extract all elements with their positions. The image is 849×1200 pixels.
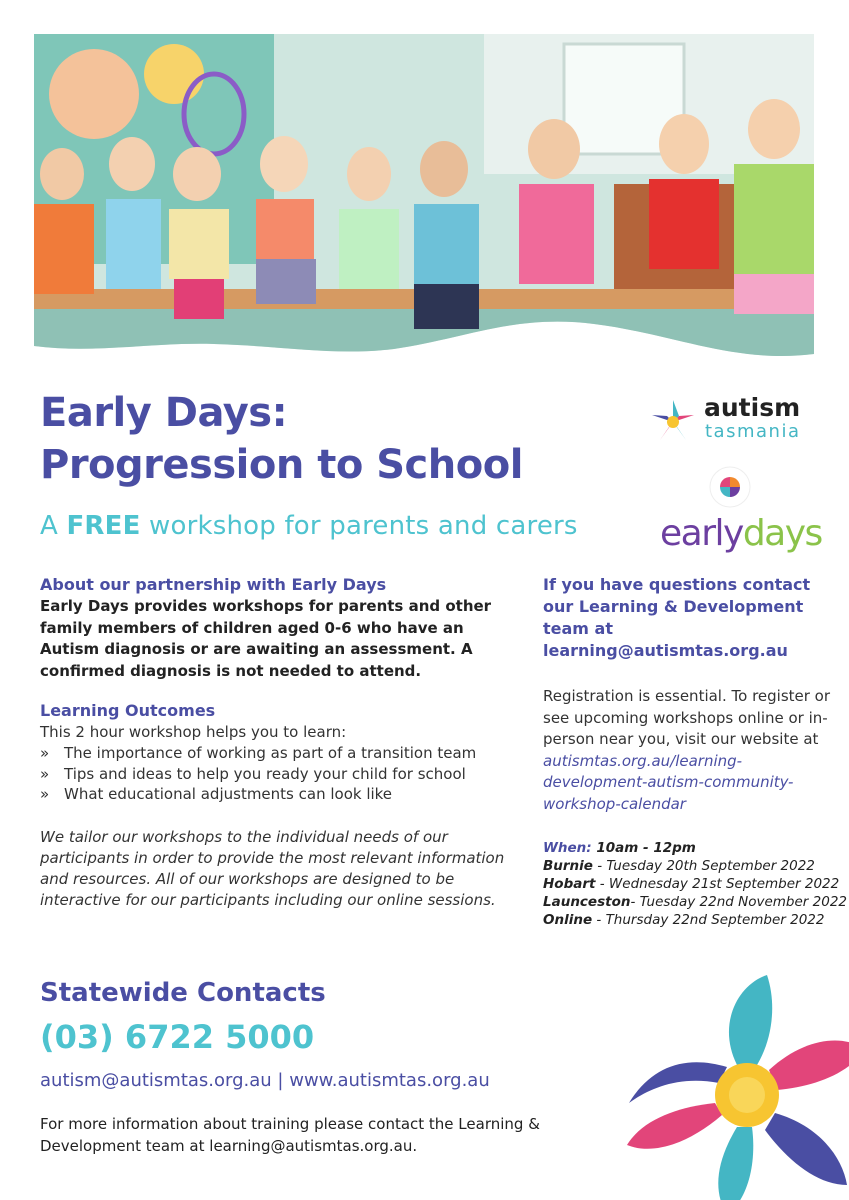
contact-heading: If you have questions contact our Learning & Development team at learning@autismtas.org.au [543,575,811,660]
flower-graphic [622,970,849,1200]
learning-intro: This 2 hour workshop helps you to learn: [40,723,347,741]
page-title [40,387,523,491]
title-line-2: Progression to School [40,442,523,488]
subtitle [40,511,578,541]
registration-link[interactable]: autismtas.org.au/learning-development-autism-community-workshop-calendar [543,751,794,813]
outcome-text: The importance of working as part of a transition team [64,744,477,762]
more-info-text: For more information about training please contact the Learning & Development team at learning@autismtas.org.au. [40,1115,540,1155]
logo-tasmania-word: tasmania [705,421,801,442]
session-city: Online [543,912,593,928]
when-block [543,839,848,929]
email-link[interactable]: autism@autismtas.org.au [40,1070,272,1091]
logo-days-word: days [742,513,822,554]
partnership-heading: About our partnership with Early Days [40,575,387,594]
session-date: - Tuesday 20th September 2022 [592,858,815,874]
session-city: Hobart [543,876,596,892]
subtitle-prefix: A [40,511,67,541]
session-city: Launceston [543,894,631,910]
session-row [543,857,843,875]
right-column [543,574,848,929]
bullet-icon: » [40,764,50,783]
logo-autism-word: autism [704,393,801,422]
statewide-title: Statewide Contacts [40,978,326,1008]
autism-tasmania-logo [648,393,808,447]
hero-photo [34,34,814,369]
session-date: - Wednesday 21st September 2022 [595,876,840,892]
left-column [40,574,520,911]
registration-text: Registration is essential. To register or see upcoming workshops online or in-person near you, visit our website at [543,687,831,748]
early-days-logo [660,465,820,555]
logo-early-days-word [660,513,822,554]
title-line-1: Early Days: [40,390,288,436]
tailor-paragraph: We tailor our workshops to the individual needs of our participants in order to provide the most relevant information and resources. All of our workshops are designed to be interactive for our participants including our online sessions. [40,827,505,909]
list-item [40,743,520,764]
subtitle-suffix: workshop for parents and carers [140,511,578,541]
decorative-flower-icon [622,970,849,1200]
bullet-icon: » [40,744,50,762]
session-city: Burnie [543,858,593,874]
learning-outcomes-list [40,743,520,805]
early-days-icon [700,465,760,515]
hero-photo-illustration [34,34,814,369]
phone-number[interactable]: (03) 6722 5000 [40,1018,315,1056]
outcome-text: Tips and ideas to help you ready your child for school [64,764,466,783]
when-time: 10am - 12pm [591,840,696,856]
outcome-text: What educational adjustments can look like [64,785,393,803]
link-separator: | [271,1070,290,1091]
session-row [543,875,843,893]
contact-links [40,1070,600,1091]
session-row [543,911,843,929]
list-item [40,764,520,785]
website-link[interactable]: www.autismtas.org.au [289,1070,490,1091]
when-label: When: [543,840,592,856]
list-item [40,784,520,805]
session-row [543,893,848,911]
bullet-icon: » [40,785,50,803]
session-date: - Thursday 22nd September 2022 [592,912,825,928]
logo-early-word: early [660,513,743,554]
subtitle-free: FREE [66,511,141,541]
session-date: - Tuesday 22nd November 2022 [630,894,848,910]
partnership-body: Early Days provides workshops for parents and other family members of children aged 0-6 who have an Autism diagnosis or are awaiting an assessment. A confirmed diagnosis is not needed to attend. [40,597,492,680]
registration-block [543,686,843,815]
learning-outcomes-heading: Learning Outcomes [40,701,216,720]
flower-icon [648,397,698,447]
when-time-row [543,839,843,857]
statewide-contacts [40,978,600,1157]
